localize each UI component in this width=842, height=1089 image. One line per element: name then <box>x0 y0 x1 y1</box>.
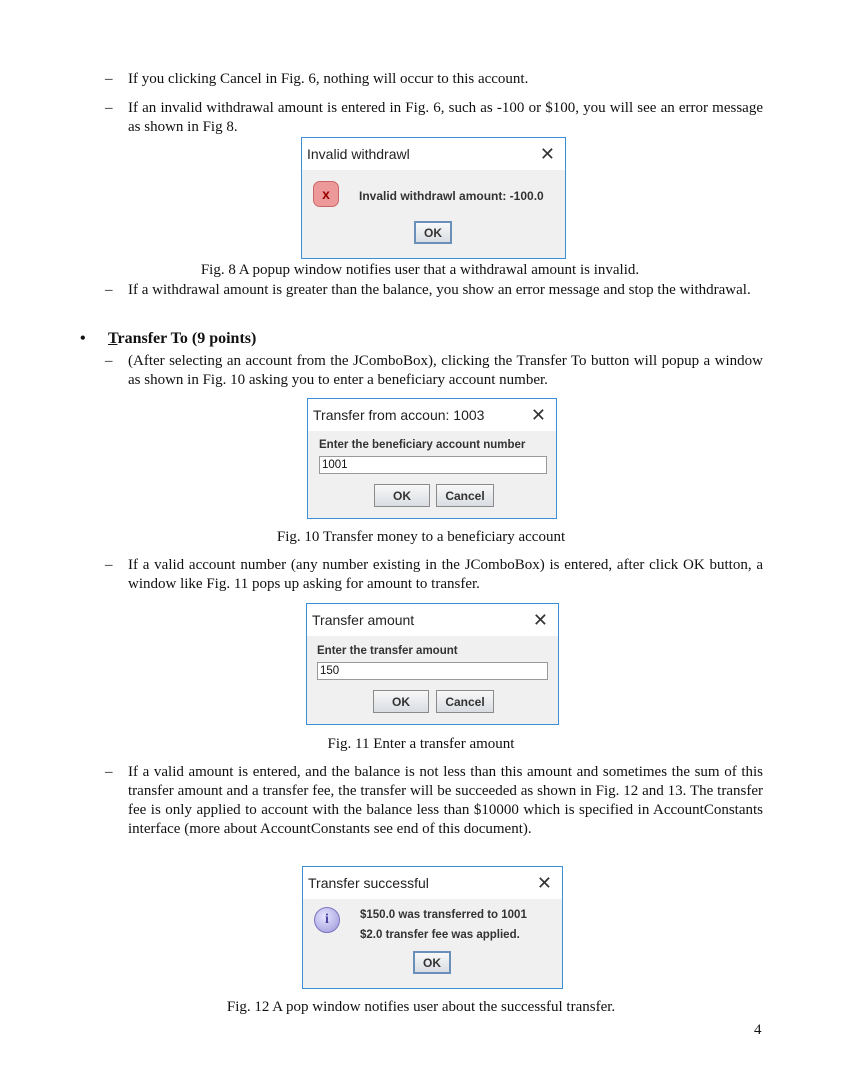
account-number-input[interactable]: 1001 <box>319 456 547 474</box>
dialog-beneficiary <box>307 398 557 519</box>
paragraph-invalid <box>105 99 763 137</box>
ok-button[interactable]: OK <box>373 690 429 713</box>
dash: – <box>105 764 113 780</box>
caption-fig8: Fig. 8 A popup window notifies user that a withdrawal amount is invalid. <box>200 262 640 278</box>
ok-button[interactable]: OK <box>414 221 452 244</box>
dialog-title: Transfer amount <box>312 612 415 628</box>
error-icon: x <box>313 181 339 207</box>
dialog-title: Transfer from accoun: 1003 <box>313 407 485 423</box>
dash: – <box>105 100 113 116</box>
dash: – <box>105 71 113 87</box>
dash: – <box>105 353 113 369</box>
text: If an invalid withdrawal amount is entered in Fig. 6, such as -100 or $100, you will see an error message as shown in Fig 8. <box>128 100 763 135</box>
paragraph-transfer-intro <box>105 352 763 390</box>
dialog-label: Enter the beneficiary account number <box>319 439 526 451</box>
dialog-label: Enter the transfer amount <box>317 645 458 657</box>
text: If a valid amount is entered, and the balance is not less than this amount and sometimes the sum of this transfer amount and a transfer fee, the transfer will be succeeded as shown in Fig. 12 and 13. The transfer fee is only applied to account with the balance less than $10000 which is specified in AccountConstants interface (more about AccountConstants see end of this document). <box>128 764 763 837</box>
dialog-invalid-withdrawal <box>301 137 566 259</box>
page-number: 4 <box>754 1022 762 1038</box>
text: If a withdrawal amount is greater than the balance, you show an error message and stop the withdrawal. <box>128 282 751 298</box>
close-icon[interactable]: ✕ <box>536 872 552 893</box>
info-icon: i <box>314 907 340 933</box>
dash: – <box>105 282 113 298</box>
heading-first-letter: T <box>108 330 118 347</box>
text: If you clicking Cancel in Fig. 6, nothing will occur to this account. <box>128 71 529 87</box>
transfer-amount-input[interactable]: 150 <box>317 662 548 680</box>
dialog-transfer-amount <box>306 603 559 725</box>
close-icon[interactable]: ✕ <box>532 609 548 630</box>
paragraph-over-balance <box>105 281 763 300</box>
dialog-message-line1: $150.0 was transferred to 1001 <box>360 909 527 921</box>
text: (After selecting an account from the JComboBox), clicking the Transfer To button will popup a window as shown in Fig. 10 asking you to enter a beneficiary account number. <box>128 353 763 388</box>
paragraph-cancel <box>105 70 763 89</box>
caption-fig12: Fig. 12 A pop window notifies user about the successful transfer. <box>226 999 616 1015</box>
ok-button[interactable]: OK <box>374 484 430 507</box>
heading-text: ransfer To (9 points) <box>117 330 257 347</box>
cancel-button[interactable]: Cancel <box>436 690 494 713</box>
dialog-message: Invalid withdrawl amount: -100.0 <box>359 189 544 203</box>
dialog-message-line2: $2.0 transfer fee was applied. <box>360 929 520 941</box>
cancel-button[interactable]: Cancel <box>436 484 494 507</box>
paragraph-valid-account <box>105 556 763 594</box>
close-icon[interactable]: ✕ <box>530 404 546 425</box>
close-icon[interactable]: ✕ <box>539 143 555 164</box>
dash: – <box>105 557 113 573</box>
dialog-title: Transfer successful <box>308 875 429 891</box>
paragraph-valid-amount <box>105 763 763 839</box>
text: If a valid account number (any number existing in the JComboBox) is entered, after click OK button, a window like Fig. 11 pops up asking for amount to transfer. <box>128 557 763 592</box>
ok-button[interactable]: OK <box>413 951 451 974</box>
caption-fig10: Fig. 10 Transfer money to a beneficiary account <box>276 529 566 545</box>
dialog-title: Invalid withdrawl <box>307 146 410 162</box>
dialog-transfer-successful <box>302 866 563 989</box>
caption-fig11: Fig. 11 Enter a transfer amount <box>327 736 515 752</box>
